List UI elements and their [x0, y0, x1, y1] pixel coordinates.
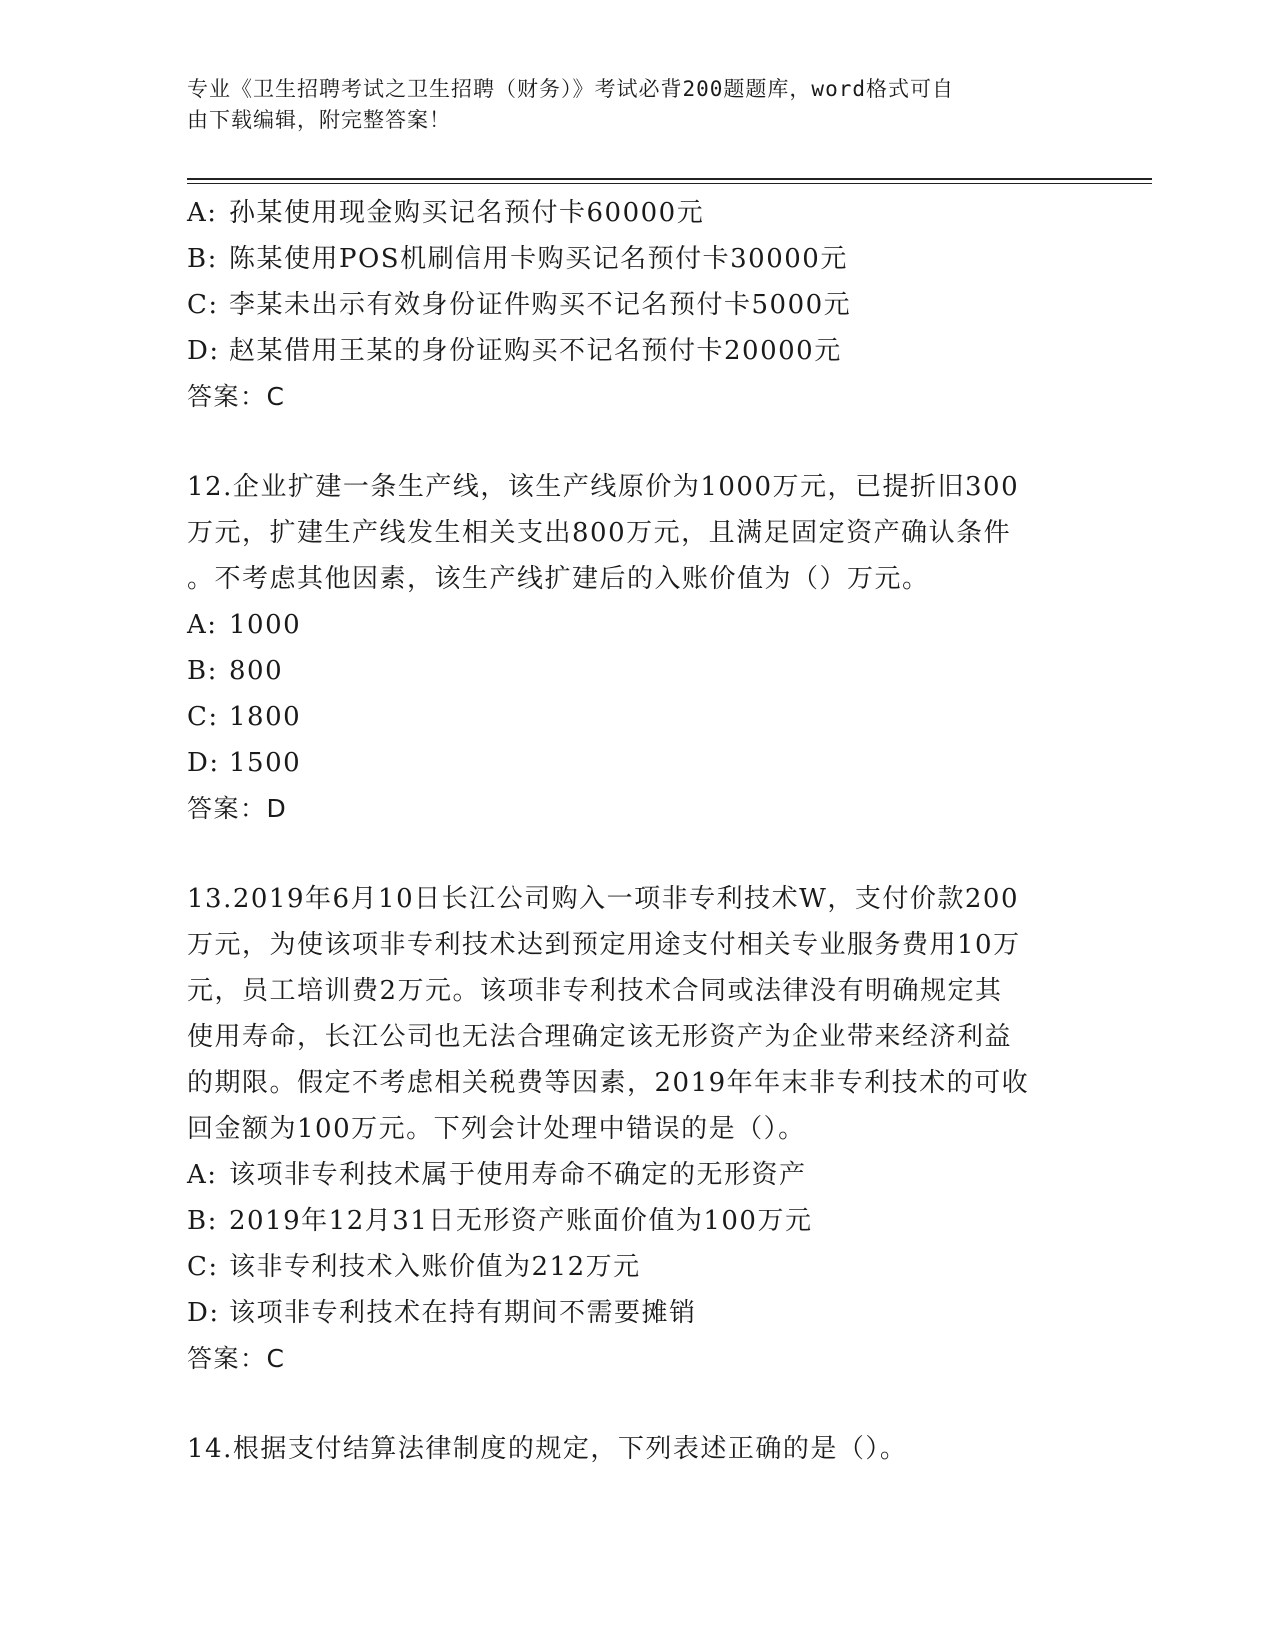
question-text-line: 使用寿命，长江公司也无法合理确定该无形资产为企业带来经济利益 [187, 1022, 1013, 1052]
option-c [187, 1244, 1087, 1290]
option-b [187, 1198, 1087, 1244]
option-letter: C: [187, 1252, 219, 1282]
question-13 [187, 876, 1087, 1382]
option-text: 陈某使用POS机刷信用卡购买记名预付卡30000元 [229, 244, 848, 274]
option-text: 2019年12月31日无形资产账面价值为100万元 [229, 1206, 813, 1236]
question-11 [187, 190, 1087, 420]
option-letter: B: [187, 656, 218, 686]
option-a [187, 190, 1087, 236]
option-text: 1500 [229, 748, 302, 778]
document-body [187, 190, 1087, 1472]
option-text: 该项非专利技术在持有期间不需要摊销 [229, 1298, 697, 1328]
option-b [187, 648, 1087, 694]
header-divider-thick [187, 178, 1152, 180]
option-letter: B: [187, 1206, 218, 1236]
option-letter: C: [187, 290, 219, 320]
option-letter: A: [187, 1160, 218, 1190]
question-text-line: 13.2019年6月10日长江公司购入一项非专利技术W，支付价款200 [187, 884, 1019, 914]
option-a [187, 1152, 1087, 1198]
option-text: 1800 [229, 702, 302, 732]
option-text: 800 [229, 656, 284, 686]
question-12 [187, 464, 1087, 832]
option-d [187, 740, 1087, 786]
header-line-1: 专业《卫生招聘考试之卫生招聘（财务）》考试必背200题题库，word格式可自 [187, 77, 954, 101]
option-letter: A: [187, 610, 218, 640]
option-letter: B: [187, 244, 218, 274]
question-text-line: 回金额为100万元。下列会计处理中错误的是（）。 [187, 1114, 806, 1144]
header-divider-thin [187, 183, 1152, 184]
option-a [187, 602, 1087, 648]
option-letter: A: [187, 198, 218, 228]
option-b [187, 236, 1087, 282]
question-text-line: 12.企业扩建一条生产线，该生产线原价为1000万元，已提折旧300 [187, 472, 1020, 502]
question-text-line: 的期限。假定不考虑相关税费等因素，2019年年末非专利技术的可收 [187, 1068, 1030, 1098]
answer-line: 答案：D [187, 794, 288, 823]
option-d [187, 328, 1087, 374]
option-text: 该非专利技术入账价值为212万元 [229, 1252, 641, 1282]
option-c [187, 694, 1087, 740]
option-text: 孙某使用现金购买记名预付卡60000元 [229, 198, 705, 228]
option-d [187, 1290, 1087, 1336]
option-text: 1000 [229, 610, 302, 640]
option-letter: C: [187, 702, 219, 732]
answer-line: 答案：C [187, 382, 286, 411]
option-text: 李某未出示有效身份证件购买不记名预付卡5000元 [229, 290, 852, 320]
option-letter: D: [187, 336, 220, 366]
option-text: 该项非专利技术属于使用寿命不确定的无形资产 [229, 1160, 807, 1190]
option-c [187, 282, 1087, 328]
question-text-line: 14.根据支付结算法律制度的规定，下列表述正确的是（）。 [187, 1434, 908, 1464]
document-header [187, 74, 1087, 136]
option-letter: D: [187, 1298, 220, 1328]
option-letter: D: [187, 748, 220, 778]
question-text-line: 万元，扩建生产线发生相关支出800万元，且满足固定资产确认条件 [187, 518, 1012, 548]
header-line-2: 由下载编辑，附完整答案！ [187, 108, 451, 132]
question-text-line: 。不考虑其他因素，该生产线扩建后的入账价值为（）万元。 [187, 564, 930, 594]
question-14 [187, 1426, 1087, 1472]
option-text: 赵某借用王某的身份证购买不记名预付卡20000元 [229, 336, 842, 366]
question-text-line: 万元，为使该项非专利技术达到预定用途支付相关专业服务费用10万 [187, 930, 1021, 960]
answer-line: 答案：C [187, 1344, 286, 1373]
question-text-line: 元，员工培训费2万元。该项非专利技术合同或法律没有明确规定其 [187, 976, 1003, 1006]
